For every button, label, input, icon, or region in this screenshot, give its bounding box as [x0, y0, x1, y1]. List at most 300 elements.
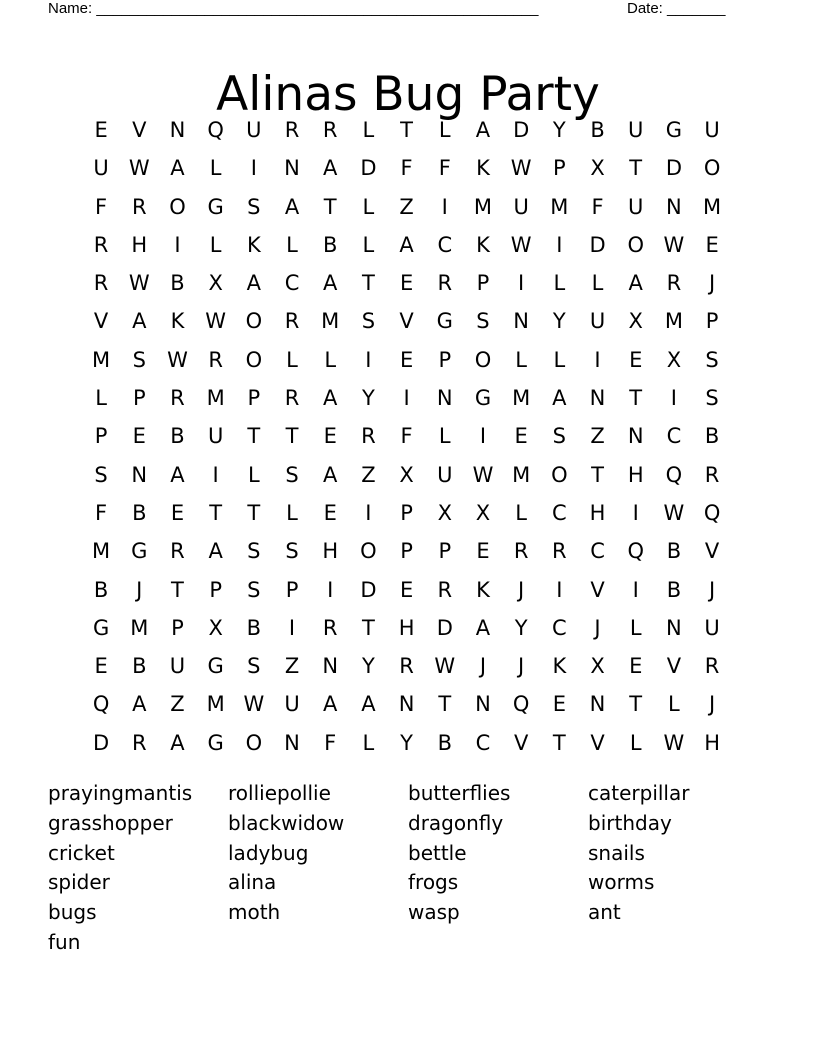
grid-cell: P [209, 577, 222, 602]
grid-cell: X [628, 309, 643, 334]
grid-cell: P [171, 615, 184, 640]
grid-cell: B [323, 232, 338, 257]
grid-cell: P [438, 539, 452, 564]
grid-cell: O [245, 347, 263, 372]
grid-cell: R [170, 539, 185, 564]
grid-cell: M [512, 386, 531, 411]
grid-cell: J [518, 654, 525, 679]
grid-cell: L [553, 347, 566, 372]
grid-cell: N [513, 309, 530, 334]
grid-cell: I [250, 156, 257, 181]
grid-cell: E [170, 500, 185, 525]
grid-cell: R [552, 539, 567, 564]
grid-cell: E [94, 118, 108, 142]
page-title: Alinas Bug Party [216, 67, 600, 123]
grid-cell: S [361, 309, 376, 334]
grid-cell: J [594, 615, 601, 640]
grid-cell: M [664, 309, 683, 334]
grid-cell: V [590, 577, 605, 602]
word-list-item: snails [588, 840, 645, 865]
grid-cell: L [362, 194, 375, 219]
word-list-item: bugs [48, 900, 97, 925]
grid-cell: C [475, 730, 491, 755]
grid-cell: C [437, 232, 453, 257]
grid-cell: Y [514, 615, 528, 640]
grid-cell: A [246, 271, 262, 296]
grid-cell: L [515, 347, 527, 372]
grid-cell: B [93, 577, 109, 602]
grid-cell: Y [361, 654, 375, 679]
word-list-item: moth [228, 900, 281, 925]
grid-cell: O [245, 309, 263, 334]
grid-cell: U [628, 118, 644, 142]
grid-cell: Z [170, 692, 185, 717]
grid-cell: K [476, 577, 490, 602]
grid-cell: L [286, 347, 298, 372]
grid-cell: A [323, 462, 338, 487]
word-list-item: bettle [408, 840, 467, 865]
grid-cell: X [399, 462, 414, 487]
grid-cell: T [323, 194, 337, 219]
word-list-item: frogs [408, 870, 459, 895]
grid-cell: Y [552, 118, 566, 142]
grid-cell: T [629, 386, 643, 411]
grid-cell: U [437, 462, 453, 487]
grid-cell: Q [665, 462, 683, 487]
grid-cell: R [284, 309, 300, 334]
grid-cell: A [284, 194, 300, 219]
grid-cell: M [130, 615, 149, 640]
grid-cell: S [94, 462, 108, 487]
grid-cell: R [284, 386, 300, 411]
grid-cell: N [666, 194, 682, 219]
grid-cell: O [169, 194, 186, 219]
grid-cell: M [206, 386, 225, 411]
grid-cell: I [365, 347, 372, 372]
grid-cell: P [132, 386, 146, 411]
grid-cell: D [360, 156, 377, 181]
grid-cell: Z [361, 462, 376, 487]
grid-cell: T [247, 500, 261, 525]
grid-cell: V [513, 730, 529, 755]
worksheet-header [48, 0, 748, 20]
grid-cell: T [629, 156, 643, 181]
grid-cell: S [705, 347, 719, 372]
grid-cell: U [628, 194, 644, 219]
grid-cell: L [362, 232, 375, 257]
grid-cell: C [552, 615, 567, 640]
grid-cell: O [474, 347, 492, 372]
grid-cell: Q [512, 692, 530, 717]
grid-cell: R [437, 271, 453, 296]
grid-cell: R [93, 232, 109, 257]
grid-cell: N [589, 692, 606, 717]
grid-cell: I [594, 347, 601, 372]
grid-cell: P [553, 156, 566, 181]
word-list-item: blackwidow [228, 810, 345, 835]
grid-cell: I [327, 577, 334, 602]
grid-cell: J [708, 577, 716, 602]
date-field-label: Date: _______ [627, 0, 726, 17]
grid-cell: V [666, 654, 682, 679]
grid-cell: P [285, 577, 299, 602]
grid-cell: T [285, 424, 299, 449]
grid-cell: V [399, 309, 414, 334]
grid-cell: L [591, 271, 604, 296]
grid-cell: X [208, 615, 223, 640]
grid-cell: R [284, 118, 300, 142]
grid-cell: A [361, 692, 376, 717]
grid-cell: S [247, 539, 261, 564]
grid-cell: R [437, 577, 453, 602]
grid-cell: W [510, 156, 532, 181]
grid-cell: I [212, 462, 219, 487]
grid-cell: S [247, 577, 261, 602]
grid-cell: L [438, 424, 451, 449]
grid-cell: X [590, 156, 605, 181]
grid-cell: L [95, 386, 107, 411]
grid-cell: A [628, 271, 643, 296]
grid-cell: Z [399, 194, 414, 219]
grid-cell: Q [207, 118, 224, 142]
grid-cell: S [285, 462, 299, 487]
grid-cell: R [704, 462, 720, 487]
grid-cell: V [590, 730, 605, 755]
grid-cell: B [666, 577, 682, 602]
grid-cell: X [437, 500, 452, 525]
grid-cell: A [323, 156, 338, 181]
grid-cell: E [514, 424, 528, 449]
grid-cell: I [479, 424, 487, 449]
grid-cell: N [131, 462, 148, 487]
grid-cell: I [288, 615, 296, 640]
grid-cell: V [132, 118, 147, 142]
grid-cell: W [205, 309, 227, 334]
grid-cell: R [399, 654, 414, 679]
grid-cell: S [247, 194, 261, 219]
word-list-item: grasshopper [48, 810, 173, 835]
grid-cell: E [399, 271, 414, 296]
grid-cell: X [475, 500, 491, 525]
grid-cell: T [171, 577, 184, 602]
grid-cell: A [399, 232, 414, 257]
grid-cell: M [206, 692, 225, 717]
grid-cell: X [590, 654, 605, 679]
grid-cell: A [170, 156, 185, 181]
grid-cell: N [284, 156, 300, 181]
grid-cell: K [246, 232, 261, 257]
grid-cell: D [93, 730, 110, 755]
grid-cell: R [666, 271, 682, 296]
grid-cell: W [128, 271, 150, 296]
word-list-item: wasp [408, 900, 460, 925]
grid-cell: T [552, 730, 566, 755]
grid-cell: F [400, 424, 413, 449]
grid-cell: D [513, 118, 530, 142]
grid-cell: L [515, 500, 527, 525]
grid-cell: B [170, 271, 185, 296]
grid-cell: G [207, 730, 224, 755]
grid-cell: F [591, 194, 604, 219]
grid-cell: B [704, 424, 720, 449]
grid-cell: C [284, 271, 300, 296]
grid-cell: F [95, 500, 108, 525]
grid-cell: L [553, 271, 566, 296]
grid-cell: I [174, 232, 181, 257]
word-list-item: ant [588, 900, 621, 925]
grid-cell: N [666, 615, 682, 640]
grid-cell: B [666, 539, 682, 564]
grid-cell: F [438, 156, 451, 181]
grid-cell: P [476, 271, 490, 296]
grid-cell: K [552, 654, 567, 679]
grid-cell: P [247, 386, 261, 411]
grid-cell: J [708, 271, 716, 296]
grid-cell: B [170, 424, 185, 449]
grid-cell: G [92, 615, 110, 640]
grid-cell: L [362, 730, 375, 755]
grid-cell: K [476, 232, 490, 257]
name-field-label: Name: _____________________________________________________ [48, 0, 539, 17]
grid-cell: V [704, 539, 720, 564]
word-list-item: alina [228, 870, 277, 895]
grid-cell: M [92, 539, 111, 564]
grid-cell: E [94, 654, 108, 679]
grid-cell: R [361, 424, 376, 449]
grid-cell: E [323, 500, 337, 525]
grid-cell: D [589, 232, 606, 257]
word-list-item: prayingmantis [48, 781, 193, 805]
grid-cell: F [95, 194, 108, 219]
grid-cell: U [284, 692, 300, 717]
grid-cell: N [436, 386, 453, 411]
grid-cell: U [246, 118, 262, 142]
grid-cell: Z [284, 654, 300, 679]
grid-cell: L [668, 692, 680, 717]
grid-cell: Z [590, 424, 605, 449]
grid-cell: H [704, 730, 720, 755]
grid-cell: R [131, 194, 147, 219]
grid-cell: F [324, 730, 337, 755]
grid-cell: P [94, 424, 108, 449]
grid-cell: L [629, 730, 642, 755]
grid-cell: I [365, 500, 372, 525]
grid-cell: I [632, 500, 639, 525]
grid-cell: E [629, 347, 643, 372]
grid-cell: U [169, 654, 186, 679]
grid-cell: V [93, 309, 109, 334]
grid-cell: G [207, 654, 224, 679]
grid-cell: G [474, 386, 492, 411]
grid-cell: E [399, 577, 414, 602]
grid-cell: O [703, 156, 721, 181]
word-list-item: fun [48, 929, 81, 954]
grid-cell: H [322, 539, 339, 564]
grid-cell: T [247, 424, 261, 449]
grid-cell: I [556, 577, 563, 602]
grid-cell: T [209, 500, 223, 525]
grid-cell: I [441, 194, 448, 219]
grid-cell: L [286, 500, 298, 525]
grid-cell: P [705, 309, 719, 334]
grid-cell: Y [552, 309, 566, 334]
grid-cell: N [398, 692, 415, 717]
grid-cell: T [400, 118, 413, 142]
grid-cell: T [629, 692, 643, 717]
word-list-item: rolliepollie [228, 781, 331, 805]
grid-cell: B [437, 730, 452, 755]
word-list-item: ladybug [228, 840, 309, 865]
grid-cell: R [93, 271, 109, 296]
grid-cell: U [589, 309, 606, 334]
grid-cell: M [321, 309, 340, 334]
grid-cell: A [170, 730, 185, 755]
grid-cell: A [170, 462, 185, 487]
grid-cell: R [322, 118, 338, 142]
grid-cell: E [705, 232, 719, 257]
grid-cell: X [208, 271, 223, 296]
grid-cell: S [705, 386, 719, 411]
grid-cell: E [629, 654, 643, 679]
grid-cell: I [670, 386, 677, 411]
grid-cell: O [245, 730, 263, 755]
grid-cell: O [360, 539, 377, 564]
grid-cell: M [550, 194, 569, 219]
grid-cell: N [589, 386, 606, 411]
grid-cell: T [438, 692, 452, 717]
grid-cell: S [132, 347, 146, 372]
grid-cell: G [436, 309, 453, 334]
grid-cell: H [131, 232, 148, 257]
grid-cell: X [666, 347, 682, 372]
grid-cell: Q [703, 500, 721, 525]
grid-cell: L [247, 462, 260, 487]
grid-cell: D [436, 615, 453, 640]
grid-cell: W [472, 462, 494, 487]
grid-cell: Q [92, 692, 110, 717]
grid-cell: N [475, 692, 491, 717]
grid-cell: I [556, 232, 563, 257]
grid-cell: I [518, 271, 525, 296]
grid-cell: E [323, 424, 337, 449]
grid-cell: J [136, 577, 143, 602]
grid-cell: E [552, 692, 566, 717]
grid-cell: L [209, 232, 222, 257]
grid-cell: M [703, 194, 722, 219]
grid-cell: C [552, 500, 567, 525]
grid-cell: A [323, 271, 338, 296]
grid-cell: G [665, 118, 683, 142]
word-list-item: dragonfly [408, 810, 504, 835]
grid-cell: W [128, 156, 150, 181]
grid-cell: R [208, 347, 223, 372]
grid-cell: J [708, 692, 716, 717]
grid-cell: C [666, 424, 682, 449]
grid-cell: J [479, 654, 487, 679]
letter-grid [82, 111, 731, 762]
grid-cell: N [322, 654, 339, 679]
grid-cell: A [552, 386, 567, 411]
grid-cell: A [475, 615, 491, 640]
grid-cell: R [170, 386, 185, 411]
grid-cell: R [513, 539, 529, 564]
grid-cell: U [704, 615, 720, 640]
grid-cell: T [361, 615, 375, 640]
grid-cell: A [132, 692, 147, 717]
grid-cell: W [243, 692, 265, 717]
grid-cell: Q [627, 539, 644, 564]
grid-cell: O [551, 462, 568, 487]
grid-cell: P [438, 347, 452, 372]
word-list-item: caterpillar [588, 781, 690, 805]
grid-cell: U [513, 194, 529, 219]
grid-cell: W [663, 500, 685, 525]
grid-cell: Y [361, 386, 375, 411]
grid-cell: S [285, 539, 299, 564]
grid-cell: D [665, 156, 682, 181]
grid-cell: A [132, 309, 147, 334]
grid-cell: W [167, 347, 188, 372]
grid-cell: N [627, 424, 644, 449]
grid-cell: S [552, 424, 567, 449]
word-list-item: birthday [588, 810, 672, 835]
grid-cell: A [323, 692, 338, 717]
grid-cell: O [627, 232, 644, 257]
grid-cell: I [632, 577, 639, 602]
word-list-item: butterflies [408, 781, 511, 805]
grid-cell: U [704, 118, 720, 142]
grid-cell: T [361, 271, 375, 296]
grid-cell: B [132, 500, 147, 525]
grid-cell: L [362, 118, 375, 142]
grid-cell: C [590, 539, 605, 564]
grid-cell: U [93, 156, 109, 181]
grid-cell: G [207, 194, 224, 219]
grid-cell: B [590, 118, 605, 142]
grid-cell: H [589, 500, 606, 525]
grid-cell: M [512, 462, 531, 487]
grid-cell: L [286, 232, 298, 257]
word-list-item: spider [48, 870, 110, 895]
grid-cell: W [510, 232, 532, 257]
grid-cell: K [170, 309, 185, 334]
grid-cell: E [399, 347, 414, 372]
grid-cell: A [323, 386, 338, 411]
word-list [48, 779, 768, 958]
grid-cell: E [132, 424, 146, 449]
grid-cell: L [209, 156, 222, 181]
word-list-item: worms [588, 870, 655, 895]
grid-cell: H [398, 615, 415, 640]
grid-cell: D [360, 577, 377, 602]
word-list-item: cricket [48, 840, 115, 865]
grid-cell: P [400, 539, 413, 564]
grid-cell: B [246, 615, 262, 640]
grid-cell: R [131, 730, 147, 755]
grid-cell: W [663, 232, 685, 257]
grid-cell: F [400, 156, 413, 181]
grid-cell: M [92, 347, 111, 372]
grid-cell: A [475, 118, 491, 142]
grid-cell: R [322, 615, 338, 640]
grid-cell: T [591, 462, 604, 487]
grid-cell: N [284, 730, 300, 755]
grid-cell: B [132, 654, 147, 679]
grid-cell: Y [400, 730, 413, 755]
grid-cell: S [247, 654, 261, 679]
grid-cell: W [663, 730, 685, 755]
grid-cell: H [627, 462, 644, 487]
